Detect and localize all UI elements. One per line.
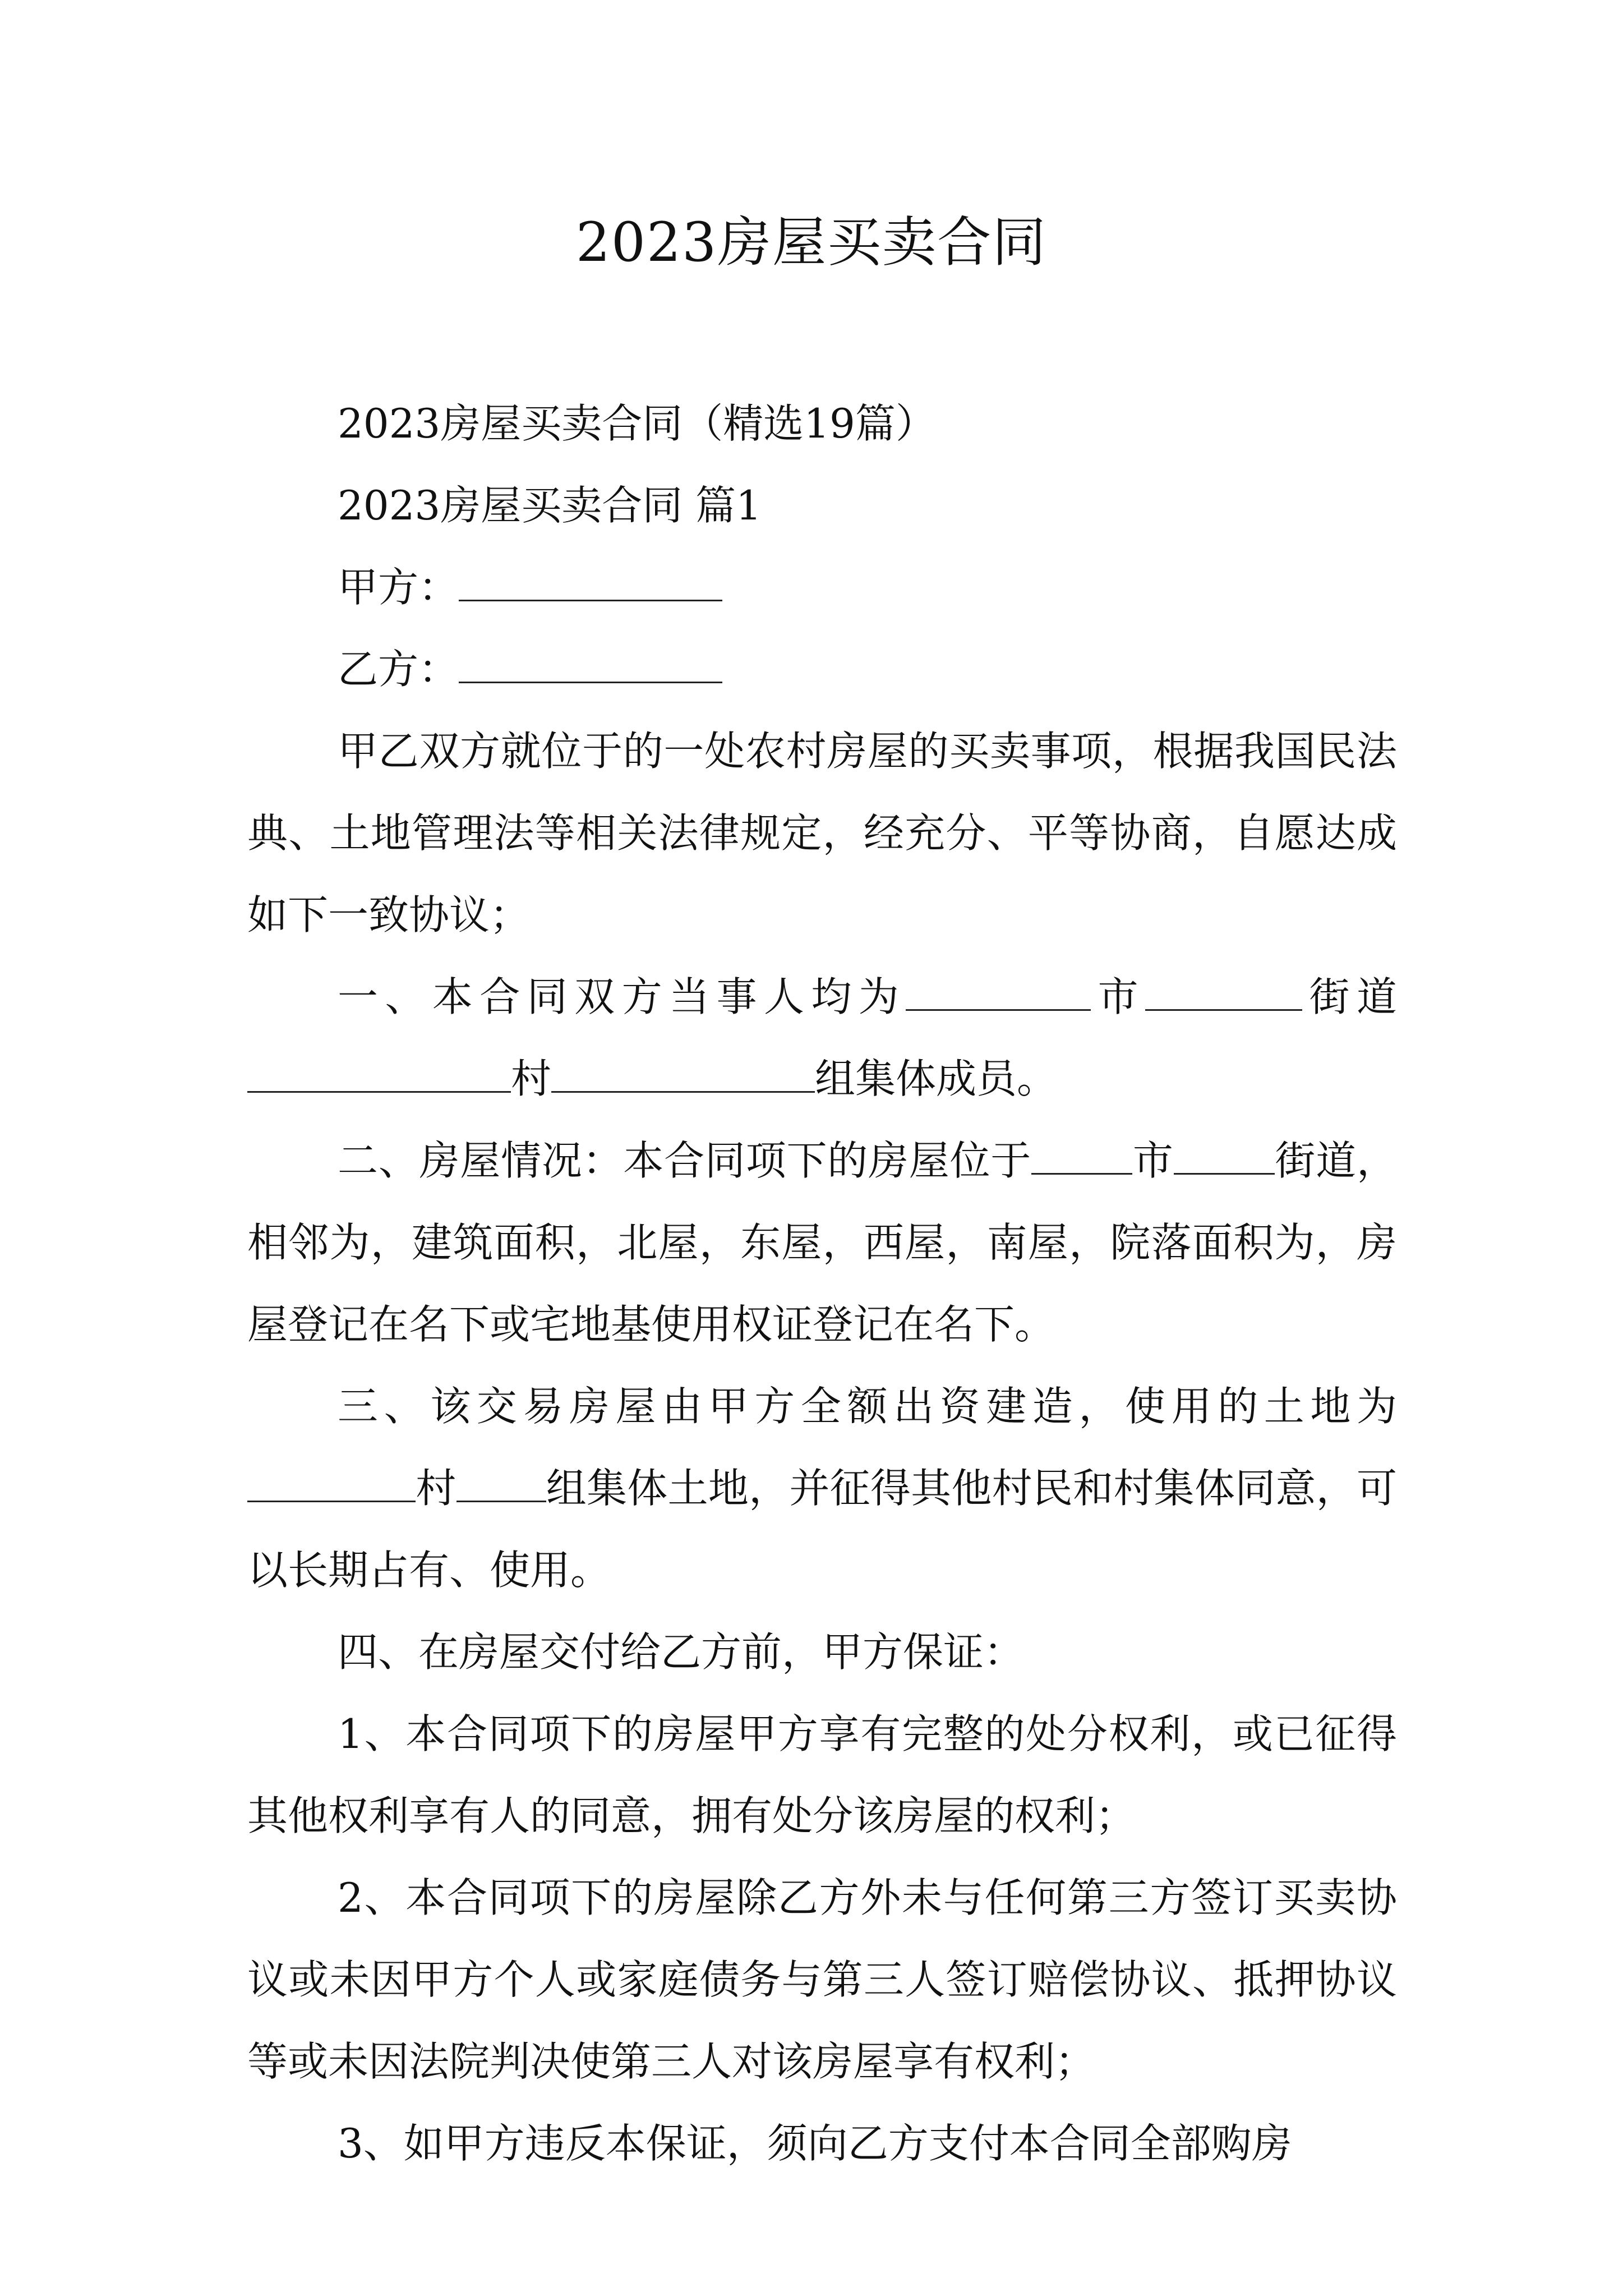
clause-1	[247, 956, 1397, 1120]
clause-3	[247, 1365, 1397, 1611]
clause-3-rest: 组集体土地，并征得其他村民和村集体同意，可以长期占有、使用。	[247, 1465, 1397, 1594]
clause-4-item-1: 1、本合同项下的房屋甲方享有完整的处分权利，或已征得其他权利享有人的同意，拥有处分该房屋的权利；	[247, 1710, 1397, 1839]
group-blank	[457, 1462, 546, 1502]
party-a-label: 甲方：	[338, 564, 459, 611]
document-title: 2023房屋买卖合同	[575, 211, 1048, 274]
clause-2	[247, 1120, 1397, 1365]
clause-3-text: 三、该交易房屋由甲方全额出资建造，使用的土地为	[338, 1383, 1397, 1430]
document-body	[247, 383, 1397, 2184]
party-a-blank	[459, 562, 722, 601]
clause-1-city: 市	[1091, 973, 1146, 1020]
clause-4-item-3: 3、如甲方违反本保证，须向乙方支付本合同全部购房	[338, 2120, 1292, 2167]
intro-paragraph: 甲乙双方就位于的一处农村房屋的买卖事项，根据我国民法典、土地管理法等相关法律规定，经充分、平等协商，自愿达成如下一致协议；	[247, 728, 1397, 938]
clause-4-item-2: 2、本合同项下的房屋除乙方外未与任何第三方签订买卖协议或未因甲方个人或家庭债务与第三人签订赔偿协议、抵押协议等或未因法院判决使第三人对该房屋享有权利；	[247, 1874, 1397, 2085]
group-blank	[551, 1053, 815, 1093]
city-blank	[906, 971, 1091, 1011]
section-heading: 2023房屋买卖合同 篇1	[338, 482, 762, 529]
street-blank	[1145, 971, 1302, 1011]
street-blank	[1174, 1135, 1275, 1175]
party-b-blank	[459, 643, 722, 683]
clause-3-village: 村	[416, 1465, 457, 1512]
clause-2-rest: 街道，相邻为，建筑面积，北屋，东屋，西屋，南屋，院落面积为，房屋登记在名下或宅地基使用权证登记在名下。	[247, 1137, 1397, 1348]
party-b-line	[247, 628, 1397, 710]
clause-1-text: 一、本合同双方当事人均为	[338, 973, 906, 1020]
city-blank	[1031, 1135, 1132, 1175]
clause-2-text: 二、房屋情况：本合同项下的房屋位于	[338, 1137, 1032, 1184]
clause-1-street: 街道	[1302, 973, 1397, 1020]
party-a-line	[247, 546, 1397, 628]
village-blank	[247, 1053, 511, 1093]
clause-2-city: 市	[1132, 1137, 1174, 1184]
party-b-label: 乙方：	[338, 646, 459, 693]
clause-1-group: 组集体成员。	[815, 1055, 1058, 1102]
clause-4: 四、在房屋交付给乙方前，甲方保证：	[338, 1628, 1025, 1676]
village-blank	[247, 1462, 416, 1502]
subtitle: 2023房屋买卖合同（精选19篇）	[338, 400, 936, 447]
clause-1-village: 村	[511, 1055, 552, 1102]
